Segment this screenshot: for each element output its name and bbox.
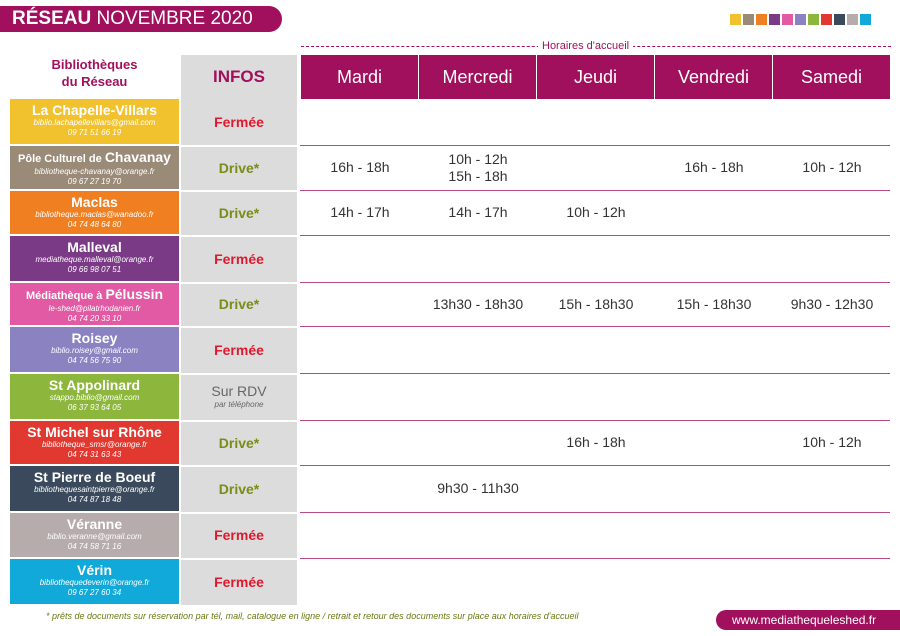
library-card (10, 374, 179, 419)
library-info: Fermée (214, 573, 264, 590)
infos-divider (181, 373, 297, 375)
library-name: St Michel sur Rhône (27, 424, 162, 440)
title-rest: NOVEMBRE 2020 (91, 8, 253, 29)
website-link[interactable]: www.mediathequeleshed.fr (716, 610, 900, 630)
palette-swatch (730, 14, 741, 25)
library-info: Fermée (214, 341, 264, 358)
infos-divider (181, 326, 297, 328)
library-name: St Pierre de Boeuf (33, 469, 156, 485)
library-email[interactable]: bibliothequedeverin@orange.fr (39, 578, 150, 587)
library-name: Vérin (76, 562, 112, 578)
library-email[interactable]: bibliotheque-chavanay@orange.fr (34, 167, 155, 176)
palette-swatch (834, 14, 845, 25)
library-email[interactable]: le-shed@pilatrhodanien.fr (48, 304, 141, 313)
palette-swatch (821, 14, 832, 25)
day-header-0: Mardi (301, 55, 418, 99)
row-divider (300, 145, 890, 146)
row-divider (300, 190, 890, 191)
hours-cell (655, 159, 773, 176)
libraries-header-line2: du Réseau (61, 74, 128, 89)
library-card (10, 421, 179, 464)
hours-cell (773, 434, 891, 451)
library-phone: 09 67 27 19 70 (67, 177, 122, 186)
library-name-main: Chavanay (104, 149, 171, 165)
infos-header: INFOS (181, 55, 297, 99)
hours-line: 10h - 12h (802, 159, 862, 175)
hours-cell (419, 151, 537, 185)
hours-line: 15h - 18h30 (676, 295, 752, 312)
hours-line: 15h - 18h30 (558, 295, 634, 312)
library-phone: 04 74 20 33 10 (67, 314, 122, 323)
library-card (10, 513, 179, 557)
infos-divider (181, 282, 297, 284)
hours-line: 14h - 17h (448, 204, 508, 220)
palette-swatch (743, 14, 754, 25)
library-card (10, 327, 179, 372)
hours-cell (537, 204, 655, 221)
library-email[interactable]: stappo.biblio@gmail.com (49, 393, 140, 402)
library-phone: 04 74 48 64 80 (67, 220, 122, 229)
hours-line: 10h - 12h (802, 434, 862, 450)
footnote: * prêts de documents sur réservation par tél, mail, catalogue en ligne / retrait et retour des documents sur place aux horaires d'accueil (46, 611, 579, 621)
library-name-prefix: Médiathèque à (25, 290, 106, 302)
library-info: Drive* (218, 480, 260, 497)
library-card (10, 99, 179, 144)
library-card (10, 236, 179, 281)
row-divider (300, 465, 890, 466)
library-email[interactable]: biblio.lachapellevillars@gmail.com (33, 118, 156, 127)
library-info: Drive* (218, 296, 260, 312)
library-email[interactable]: bibliothequesaintpierre@orange.fr (34, 485, 155, 494)
library-phone: 04 74 87 18 48 (67, 495, 122, 504)
library-email[interactable]: mediatheque.malleval@orange.fr (35, 255, 154, 264)
palette-swatch (808, 14, 819, 25)
hours-band (301, 38, 891, 54)
hours-cell (301, 204, 419, 221)
hours-line: 16h - 18h (684, 159, 744, 175)
hours-line: 9h30 - 11h30 (437, 480, 519, 496)
row-divider (300, 512, 890, 513)
library-info: Fermée (214, 250, 264, 267)
library-name (10, 283, 179, 304)
library-info: Drive* (218, 434, 260, 451)
infos-divider (181, 465, 297, 467)
hours-cell (537, 296, 655, 313)
library-card (10, 466, 179, 511)
library-card (10, 559, 179, 604)
library-name (10, 146, 179, 167)
library-name: Maclas (71, 194, 118, 210)
row-divider (300, 420, 890, 421)
hours-line: 13h30 - 18h30 (432, 295, 524, 312)
hours-line: 16h - 18h (566, 434, 626, 450)
infos-divider (181, 190, 297, 192)
hours-cell (773, 296, 891, 313)
library-card (10, 191, 179, 234)
day-header-2: Jeudi (537, 55, 654, 99)
hours-line: 10h - 12h (448, 150, 508, 167)
library-info: Fermée (214, 527, 264, 543)
libraries-header-line1: Bibliothèques (51, 57, 138, 72)
hours-line: 16h - 18h (330, 159, 390, 175)
library-email[interactable]: bibliotheque.maclas@wanadoo.fr (35, 210, 154, 219)
library-name: Roisey (71, 330, 118, 346)
library-email[interactable]: bibliotheque_smsr@orange.fr (41, 440, 148, 449)
library-name: Malleval (67, 239, 122, 255)
library-info: Drive* (218, 204, 260, 221)
library-info: Fermée (214, 113, 264, 130)
hours-line: 10h - 12h (566, 204, 626, 220)
infos-divider (181, 420, 297, 422)
day-header-4: Samedi (773, 55, 890, 99)
infos-divider (181, 235, 297, 237)
library-info: Drive* (218, 159, 260, 176)
hours-line: 9h30 - 12h30 (790, 295, 874, 312)
library-name: Véranne (66, 516, 123, 532)
infos-divider (181, 512, 297, 514)
library-phone: 09 71 51 66 19 (67, 128, 122, 137)
library-phone: 04 74 58 71 16 (67, 542, 122, 551)
color-palette (730, 14, 871, 25)
library-email[interactable]: biblio.roisey@gmail.com (51, 346, 138, 355)
library-name-main: Pélussin (105, 286, 164, 302)
title-bold: RÉSEAU (12, 8, 92, 29)
hours-line: 15h - 18h (448, 167, 508, 184)
hours-line: 14h - 17h (330, 204, 390, 220)
library-name: La Chapelle-Villars (31, 102, 157, 118)
info-text: Sur RDV (211, 382, 267, 399)
library-phone: 04 74 56 75 90 (67, 356, 122, 365)
palette-swatch (795, 14, 806, 25)
info-subtext: par téléphone (214, 399, 264, 409)
row-divider (300, 282, 890, 283)
page-title (0, 6, 282, 32)
library-info (181, 383, 297, 409)
day-header-1: Mercredi (419, 55, 536, 99)
infos-divider (181, 558, 297, 560)
library-phone: 09 67 27 60 34 (67, 588, 122, 597)
library-name: St Appolinard (48, 377, 141, 393)
hours-label: Horaires d'accueil (538, 38, 633, 54)
palette-swatch (860, 14, 871, 25)
palette-swatch (782, 14, 793, 25)
row-divider (300, 558, 890, 559)
row-divider (300, 235, 890, 236)
libraries-header (10, 56, 179, 96)
library-card (10, 146, 179, 189)
hours-cell (655, 296, 773, 313)
palette-swatch (847, 14, 858, 25)
library-name-prefix: Pôle Culturel de (18, 153, 105, 165)
row-divider (300, 326, 890, 327)
hours-cell (419, 296, 537, 313)
library-phone: 04 74 31 63 43 (67, 450, 122, 459)
day-header-3: Vendredi (655, 55, 772, 99)
library-card (10, 283, 179, 325)
hours-cell (419, 204, 537, 221)
hours-cell (301, 159, 419, 176)
row-divider (300, 373, 890, 374)
palette-swatch (769, 14, 780, 25)
hours-cell (773, 159, 891, 176)
library-email[interactable]: biblio.veranne@gmail.com (47, 532, 142, 541)
library-phone: 06 37 93 64 05 (67, 403, 122, 412)
library-phone: 09 66 98 07 51 (67, 265, 122, 274)
infos-divider (181, 145, 297, 147)
palette-swatch (756, 14, 767, 25)
hours-cell (419, 480, 537, 497)
hours-cell (537, 434, 655, 451)
